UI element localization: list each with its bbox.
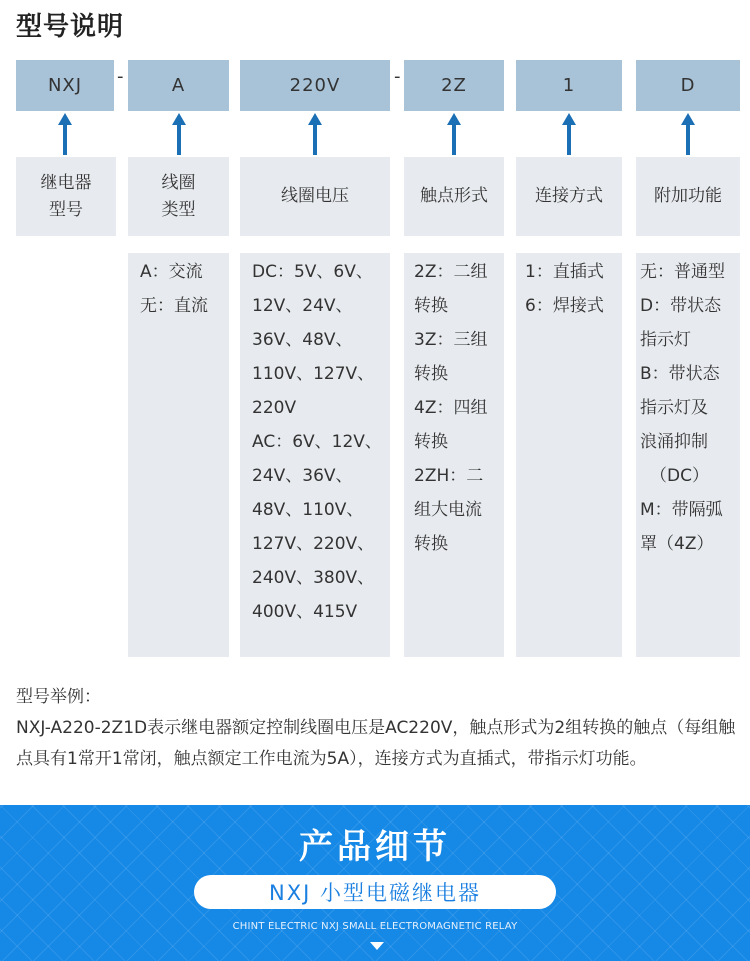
banner-pill: NXJ 小型电磁继电器 — [194, 875, 556, 909]
detail-line: 400V、415V — [252, 602, 358, 622]
up-arrow-icon — [308, 113, 322, 155]
detail-line: （DC） — [650, 466, 709, 486]
detail-line: B：带状态 — [640, 364, 720, 384]
label-contact-form: 触点形式 — [404, 157, 504, 236]
detail-line: 36V、48V、 — [252, 330, 353, 350]
banner-subtitle: CHINT ELECTRIC NXJ SMALL ELECTROMAGNETIC RELAY — [232, 921, 518, 932]
detail-line: 无：直流 — [140, 296, 208, 316]
code-box-series: NXJ — [16, 60, 114, 111]
code-box-coil-voltage: 220V — [240, 60, 390, 111]
detail-line: AC：6V、12V、 — [252, 432, 382, 452]
detail-connection — [516, 253, 622, 657]
up-arrow-icon — [562, 113, 576, 155]
detail-extra-function — [636, 253, 740, 657]
code-box-extra: D — [636, 60, 740, 111]
detail-line: 转换 — [414, 534, 448, 554]
detail-line: DC：5V、6V、 — [252, 262, 373, 282]
separator-dash: - — [117, 66, 124, 87]
detail-line: 2ZH：二 — [414, 466, 484, 486]
detail-line: 指示灯 — [640, 330, 691, 350]
label-extra-function: 附加功能 — [636, 157, 740, 236]
detail-line: 240V、380V、 — [252, 568, 375, 588]
detail-line: 127V、220V、 — [252, 534, 375, 554]
label-connection: 连接方式 — [516, 157, 622, 236]
detail-coil-type — [128, 253, 229, 657]
up-arrow-icon — [681, 113, 695, 155]
page-title: 型号说明 — [16, 12, 125, 42]
detail-line: 转换 — [414, 432, 448, 452]
detail-line: 3Z：三组 — [414, 330, 488, 350]
detail-coil-voltage — [240, 253, 390, 657]
detail-line: 组大电流 — [414, 500, 482, 520]
detail-line: 24V、36V、 — [252, 466, 353, 486]
detail-line: 110V、127V、 — [252, 364, 375, 384]
example-text: NXJ-A220-2Z1D表示继电器额定控制线圈电压是AC220V，触点形式为2组转换的触点（每组触点具有1常开1常闭，触点额定工作电流为5A），连接方式为直插式，带指示灯功能。 — [16, 718, 736, 769]
label-coil-voltage: 线圈电压 — [240, 157, 390, 236]
detail-line: 无：普通型 — [640, 262, 725, 282]
example-heading: 型号举例： — [16, 687, 101, 707]
detail-line: A：交流 — [140, 262, 203, 282]
code-box-coil-type: A — [128, 60, 229, 111]
detail-line: 2Z：二组 — [414, 262, 488, 282]
code-box-connection: 1 — [516, 60, 622, 111]
detail-line: D：带状态 — [640, 296, 722, 316]
detail-line: 4Z：四组 — [414, 398, 488, 418]
detail-line: 6：焊接式 — [525, 296, 604, 316]
detail-line: 48V、110V、 — [252, 500, 364, 520]
detail-line: 1：直插式 — [525, 262, 604, 282]
detail-line: M：带隔弧 — [640, 500, 723, 520]
detail-line: 浪涌抑制 — [640, 432, 708, 452]
detail-line: 罩（4Z） — [640, 534, 714, 554]
label-relay-model: 继电器 型号 — [16, 157, 116, 236]
up-arrow-icon — [172, 113, 186, 155]
banner-title: 产品细节 — [299, 827, 451, 867]
up-arrow-icon — [58, 113, 72, 155]
detail-line: 12V、24V、 — [252, 296, 353, 316]
detail-line: 指示灯及 — [640, 398, 708, 418]
model-example — [16, 682, 738, 775]
detail-line: 转换 — [414, 296, 448, 316]
detail-line: 220V — [252, 398, 297, 418]
up-arrow-icon — [447, 113, 461, 155]
label-coil-type: 线圈 类型 — [128, 157, 229, 236]
triangle-down-icon — [370, 942, 384, 950]
separator-dash: - — [394, 66, 401, 87]
detail-line: 转换 — [414, 364, 448, 384]
detail-contact-form — [404, 253, 504, 657]
product-detail-banner — [0, 805, 750, 961]
code-box-contact-form: 2Z — [404, 60, 504, 111]
